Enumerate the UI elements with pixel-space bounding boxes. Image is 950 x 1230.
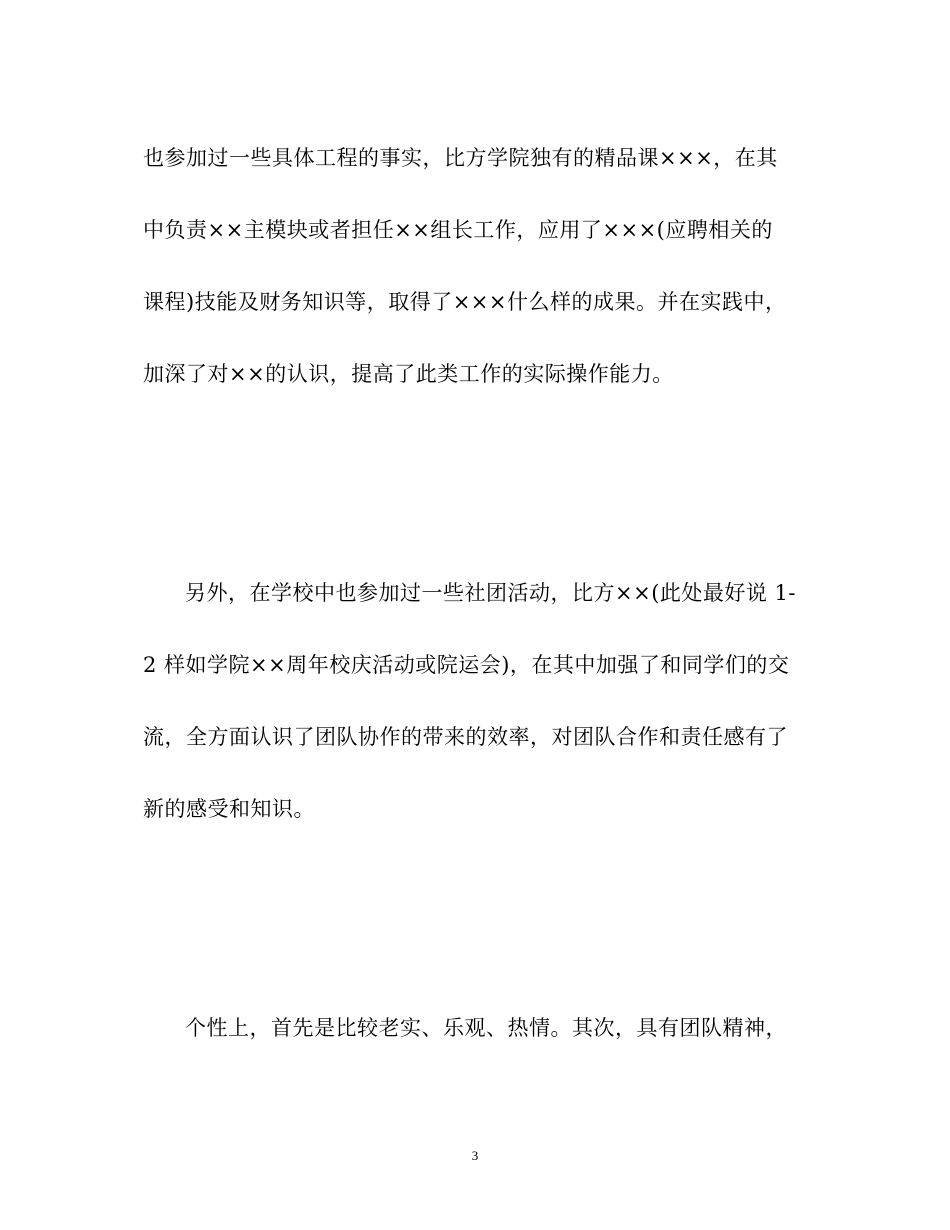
paragraph-3-line-1: 个性上，首先是比较老实、乐观、热情。其次，具有团队精神，: [185, 1016, 787, 1040]
paragraph-1-line-1: 也参加过一些具体工程的事实，比方学院独有的精品课×××，在其: [143, 146, 778, 170]
page-number: 3: [471, 1148, 479, 1163]
paragraph-2-line-3: 流，全方面认识了团队协作的带来的效率，对团队合作和责任感有了: [143, 725, 788, 749]
paragraph-1-line-4: 加深了对××的认识，提高了此类工作的实际操作能力。: [143, 362, 674, 386]
paragraph-2-line-4: 新的感受和知识。: [143, 797, 315, 821]
paragraph-2-line-1: 另外，在学校中也参加过一些社团活动，比方××(此处最好说 1-: [185, 581, 797, 605]
paragraph-1-line-2: 中负责××主模块或者担任××组长工作，应用了×××(应聘相关的: [143, 218, 773, 242]
paragraph-1-line-3: 课程)技能及财务知识等，取得了×××什么样的成果。并在实践中，: [143, 290, 787, 314]
paragraph-2-line-2: 2 样如学院××周年校庆活动或院运会)，在其中加强了和同学们的交: [143, 653, 790, 677]
